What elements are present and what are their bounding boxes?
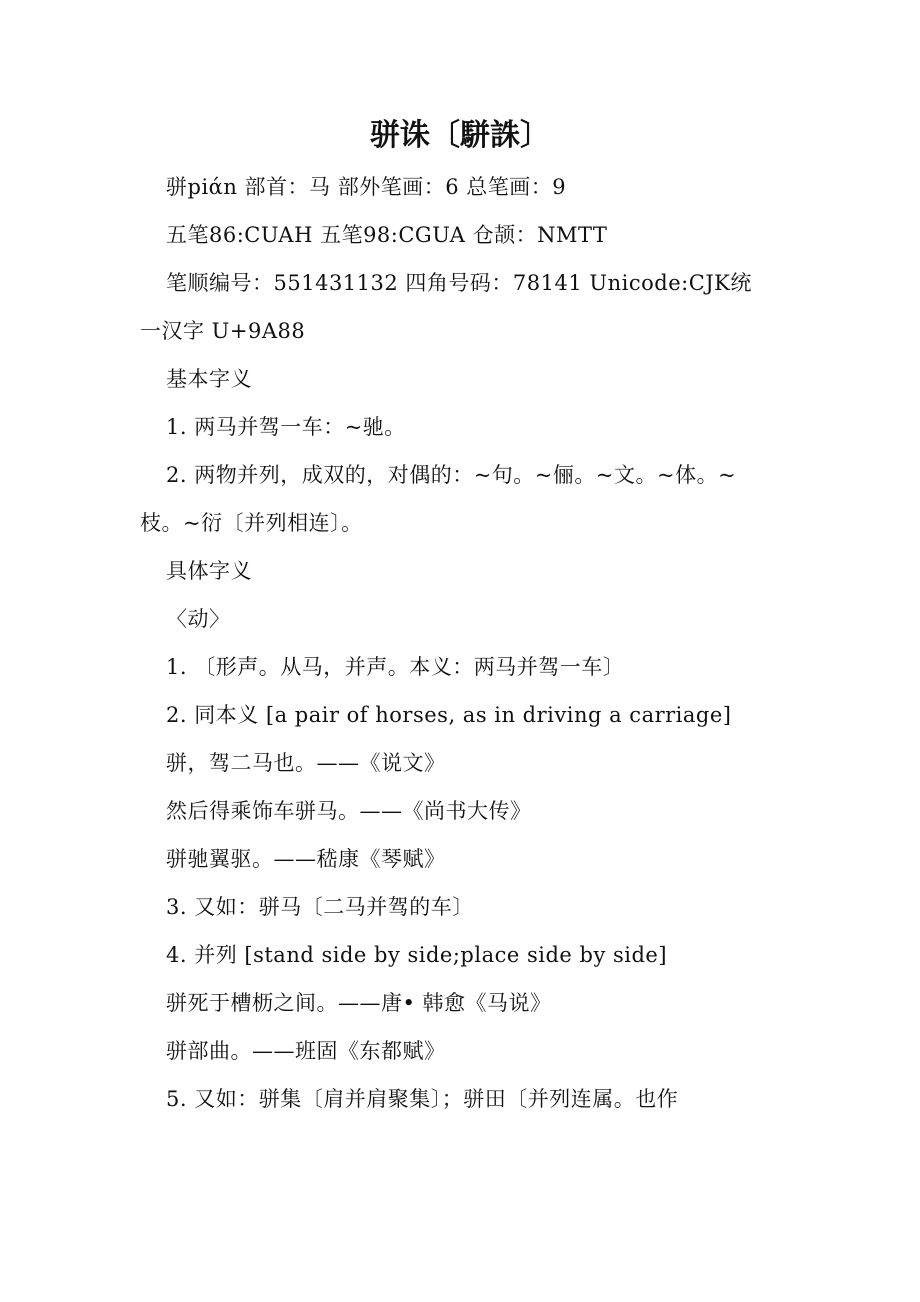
paragraph-specific-5: 5. 又如：骈集〔肩并肩聚集〕；骈田〔并列连属。也作 [166, 1087, 679, 1111]
document-title: 骈诛〔駢誅〕 [370, 118, 550, 153]
quote-shuowen: 骈，驾二马也。——《说文》 [166, 751, 446, 775]
paragraph-stroke-unicode: 笔顺编号：551431132 四角号码：78141 Unicode:CJK统一汉字 U+9A88 [140, 271, 752, 343]
paragraph-wubi-codes: 五笔86:CUAH 五笔98:CGUA 仓颉：NMTT [166, 223, 608, 247]
paragraph-pronunciation: 骈piάn 部首：马 部外笔画：6 总笔画：9 [166, 175, 567, 199]
paragraph-basic-1: 1. 两马并驾一车：~驰。 [166, 415, 406, 439]
paragraph-specific-2: 2. 同本义 [a pair of horses, as in driving a carriage] [166, 703, 732, 727]
heading-basic-meaning: 基本字义 [166, 367, 252, 391]
quote-dongdufu: 骈部曲。——班固《东都赋》 [166, 1039, 446, 1063]
part-of-speech-verb: 〈动〉 [166, 607, 231, 631]
paragraph-specific-1: 1. 〔形声。从马，并声。本义：两马并驾一车〕 [166, 655, 625, 679]
quote-qinfu: 骈驰翼驱。——嵇康《琴赋》 [166, 847, 446, 871]
paragraph-specific-4: 4. 并列 [stand side by side;place side by side] [166, 943, 668, 967]
quote-mashuo: 骈死于槽枥之间。——唐• 韩愈《马说》 [166, 991, 552, 1015]
paragraph-specific-3: 3. 又如：骈马〔二马并驾的车〕 [166, 895, 474, 919]
quote-shangshu: 然后得乘饰车骈马。——《尚书大传》 [166, 799, 532, 823]
paragraph-basic-2: 2. 两物并列，成双的，对偶的：~句。~俪。~文。~体。~枝。~衍〔并列相连〕。 [140, 463, 737, 535]
document-body [140, 163, 768, 1123]
heading-specific-meaning: 具体字义 [166, 559, 252, 583]
